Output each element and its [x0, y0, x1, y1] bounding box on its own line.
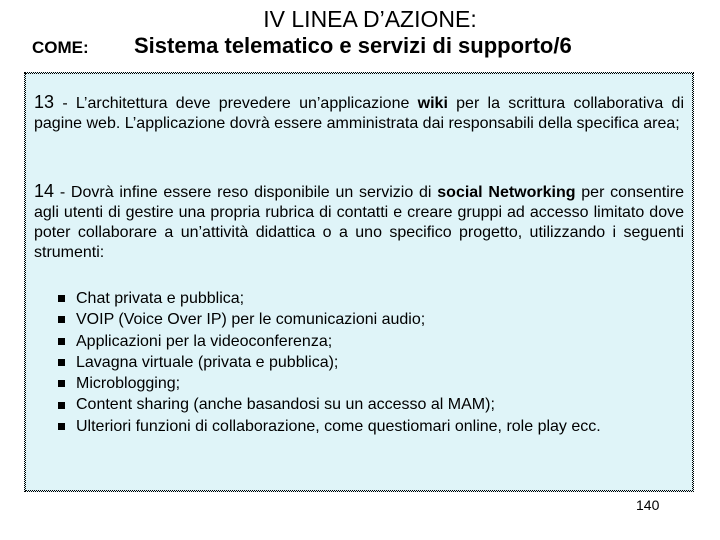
square-bullet-icon [58, 423, 65, 430]
list-item: VOIP (Voice Over IP) per le comunicazioni audio; [58, 309, 601, 330]
square-bullet-icon [58, 380, 65, 387]
list-item: Lavagna virtuale (privata e pubblica); [58, 352, 601, 373]
list-item: Applicazioni per la videoconferenza; [58, 331, 601, 352]
item-emphasis: wiki [417, 95, 448, 112]
square-bullet-icon [58, 402, 65, 409]
item-number: 14 [34, 181, 55, 201]
list-item: Ulteriori funzioni di collaborazione, come questiomari online, role play ecc. [58, 416, 601, 437]
paragraph-13 [34, 92, 684, 134]
list-item: Microblogging; [58, 373, 601, 394]
square-bullet-icon [58, 338, 65, 345]
square-bullet-icon [58, 359, 65, 366]
item-number: 13 [34, 92, 55, 112]
square-bullet-icon [58, 295, 65, 302]
paragraph-14 [34, 181, 684, 263]
tools-list [58, 288, 601, 437]
page-number: 140 [636, 497, 660, 513]
item-text-after: per consentire agli utenti di gestire una propria rubrica di contatti e creare gruppi ad accesso limitato dove poter collaborare a un’attività didattica o a uno specifico progetto, utilizzando i seguenti strumenti: [34, 184, 685, 261]
item-emphasis: social Networking [437, 184, 576, 201]
list-item: Content sharing (anche basandosi su un accesso al MAM); [58, 394, 601, 415]
item-text-after: per la scrittura collaborativa di pagine web. L’applicazione dovrà essere amministrata dai responsabili della specifica area; [34, 95, 685, 132]
page-title-line1: IV LINEA D’AZIONE: [263, 6, 477, 32]
square-bullet-icon [58, 316, 65, 323]
item-text-before: - Dovrà infine essere reso disponibile un servizio di [59, 184, 438, 201]
come-label: COME: [32, 38, 89, 57]
page-title-line2: Sistema telematico e servizi di supporto/6 [134, 33, 572, 58]
item-text-before: - L’architettura deve prevedere un’applicazione [62, 95, 418, 112]
list-item: Chat privata e pubblica; [58, 288, 601, 309]
